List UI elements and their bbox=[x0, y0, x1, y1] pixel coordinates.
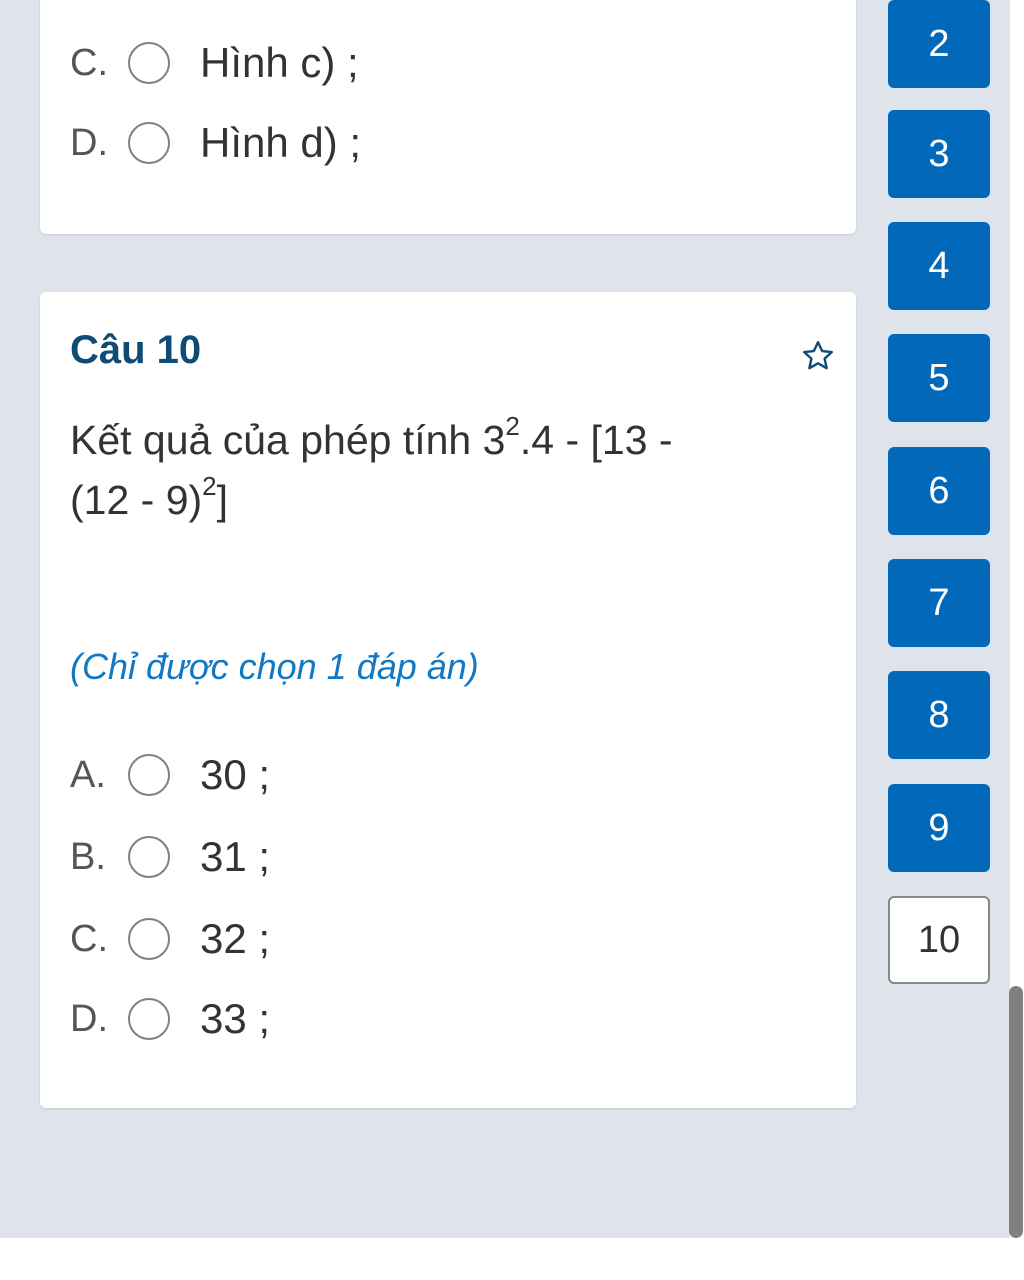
option-b[interactable] bbox=[70, 832, 270, 882]
radio-button[interactable] bbox=[128, 836, 170, 878]
option-d[interactable] bbox=[70, 118, 361, 168]
option-text: 30 ; bbox=[200, 751, 271, 798]
previous-question-card bbox=[40, 0, 856, 234]
star-outline-icon[interactable] bbox=[800, 338, 836, 374]
option-text: 33 ; bbox=[200, 995, 271, 1042]
radio-button[interactable] bbox=[128, 998, 170, 1040]
radio-button[interactable] bbox=[128, 42, 170, 84]
nav-question-3[interactable]: 3 bbox=[888, 110, 990, 198]
nav-question-8[interactable]: 8 bbox=[888, 671, 990, 759]
nav-question-7[interactable]: 7 bbox=[888, 559, 990, 647]
nav-question-6[interactable]: 6 bbox=[888, 447, 990, 535]
radio-button[interactable] bbox=[128, 122, 170, 164]
option-letter: A. bbox=[70, 753, 106, 796]
question-text: Kết quả của phép tính $3^2.4 - [13$ - (12 - 9)$^2$] bbox=[70, 411, 673, 523]
option-letter: D. bbox=[70, 997, 108, 1040]
nav-question-5[interactable]: 5 bbox=[888, 334, 990, 422]
nav-question-4[interactable]: 4 bbox=[888, 222, 990, 310]
exponent: 2 bbox=[505, 411, 520, 442]
option-text: 31 ; bbox=[200, 833, 271, 880]
option-a[interactable] bbox=[70, 750, 270, 800]
option-letter: B. bbox=[70, 835, 106, 878]
option-c[interactable] bbox=[70, 38, 359, 88]
option-text: 32 ; bbox=[200, 915, 271, 962]
radio-button[interactable] bbox=[128, 754, 170, 796]
question-card bbox=[40, 292, 856, 1108]
option-c[interactable] bbox=[70, 914, 270, 964]
nav-question-2[interactable]: 2 bbox=[888, 0, 990, 88]
question-title: Câu 10 bbox=[70, 328, 202, 372]
selection-hint: (Chỉ được chọn 1 đáp án) bbox=[70, 646, 479, 687]
radio-button[interactable] bbox=[128, 918, 170, 960]
option-letter: C. bbox=[70, 917, 108, 960]
option-d[interactable] bbox=[70, 994, 270, 1044]
scrollbar-thumb[interactable] bbox=[1009, 986, 1023, 1238]
option-letter: C. bbox=[70, 41, 108, 84]
option-letter: D. bbox=[70, 121, 108, 164]
option-text: Hình d) ; bbox=[200, 119, 362, 166]
nav-question-9[interactable]: 9 bbox=[888, 784, 990, 872]
exponent: 2 bbox=[202, 471, 217, 502]
option-text: Hình c) ; bbox=[200, 39, 359, 86]
nav-question-10[interactable]: 10 bbox=[888, 896, 990, 984]
